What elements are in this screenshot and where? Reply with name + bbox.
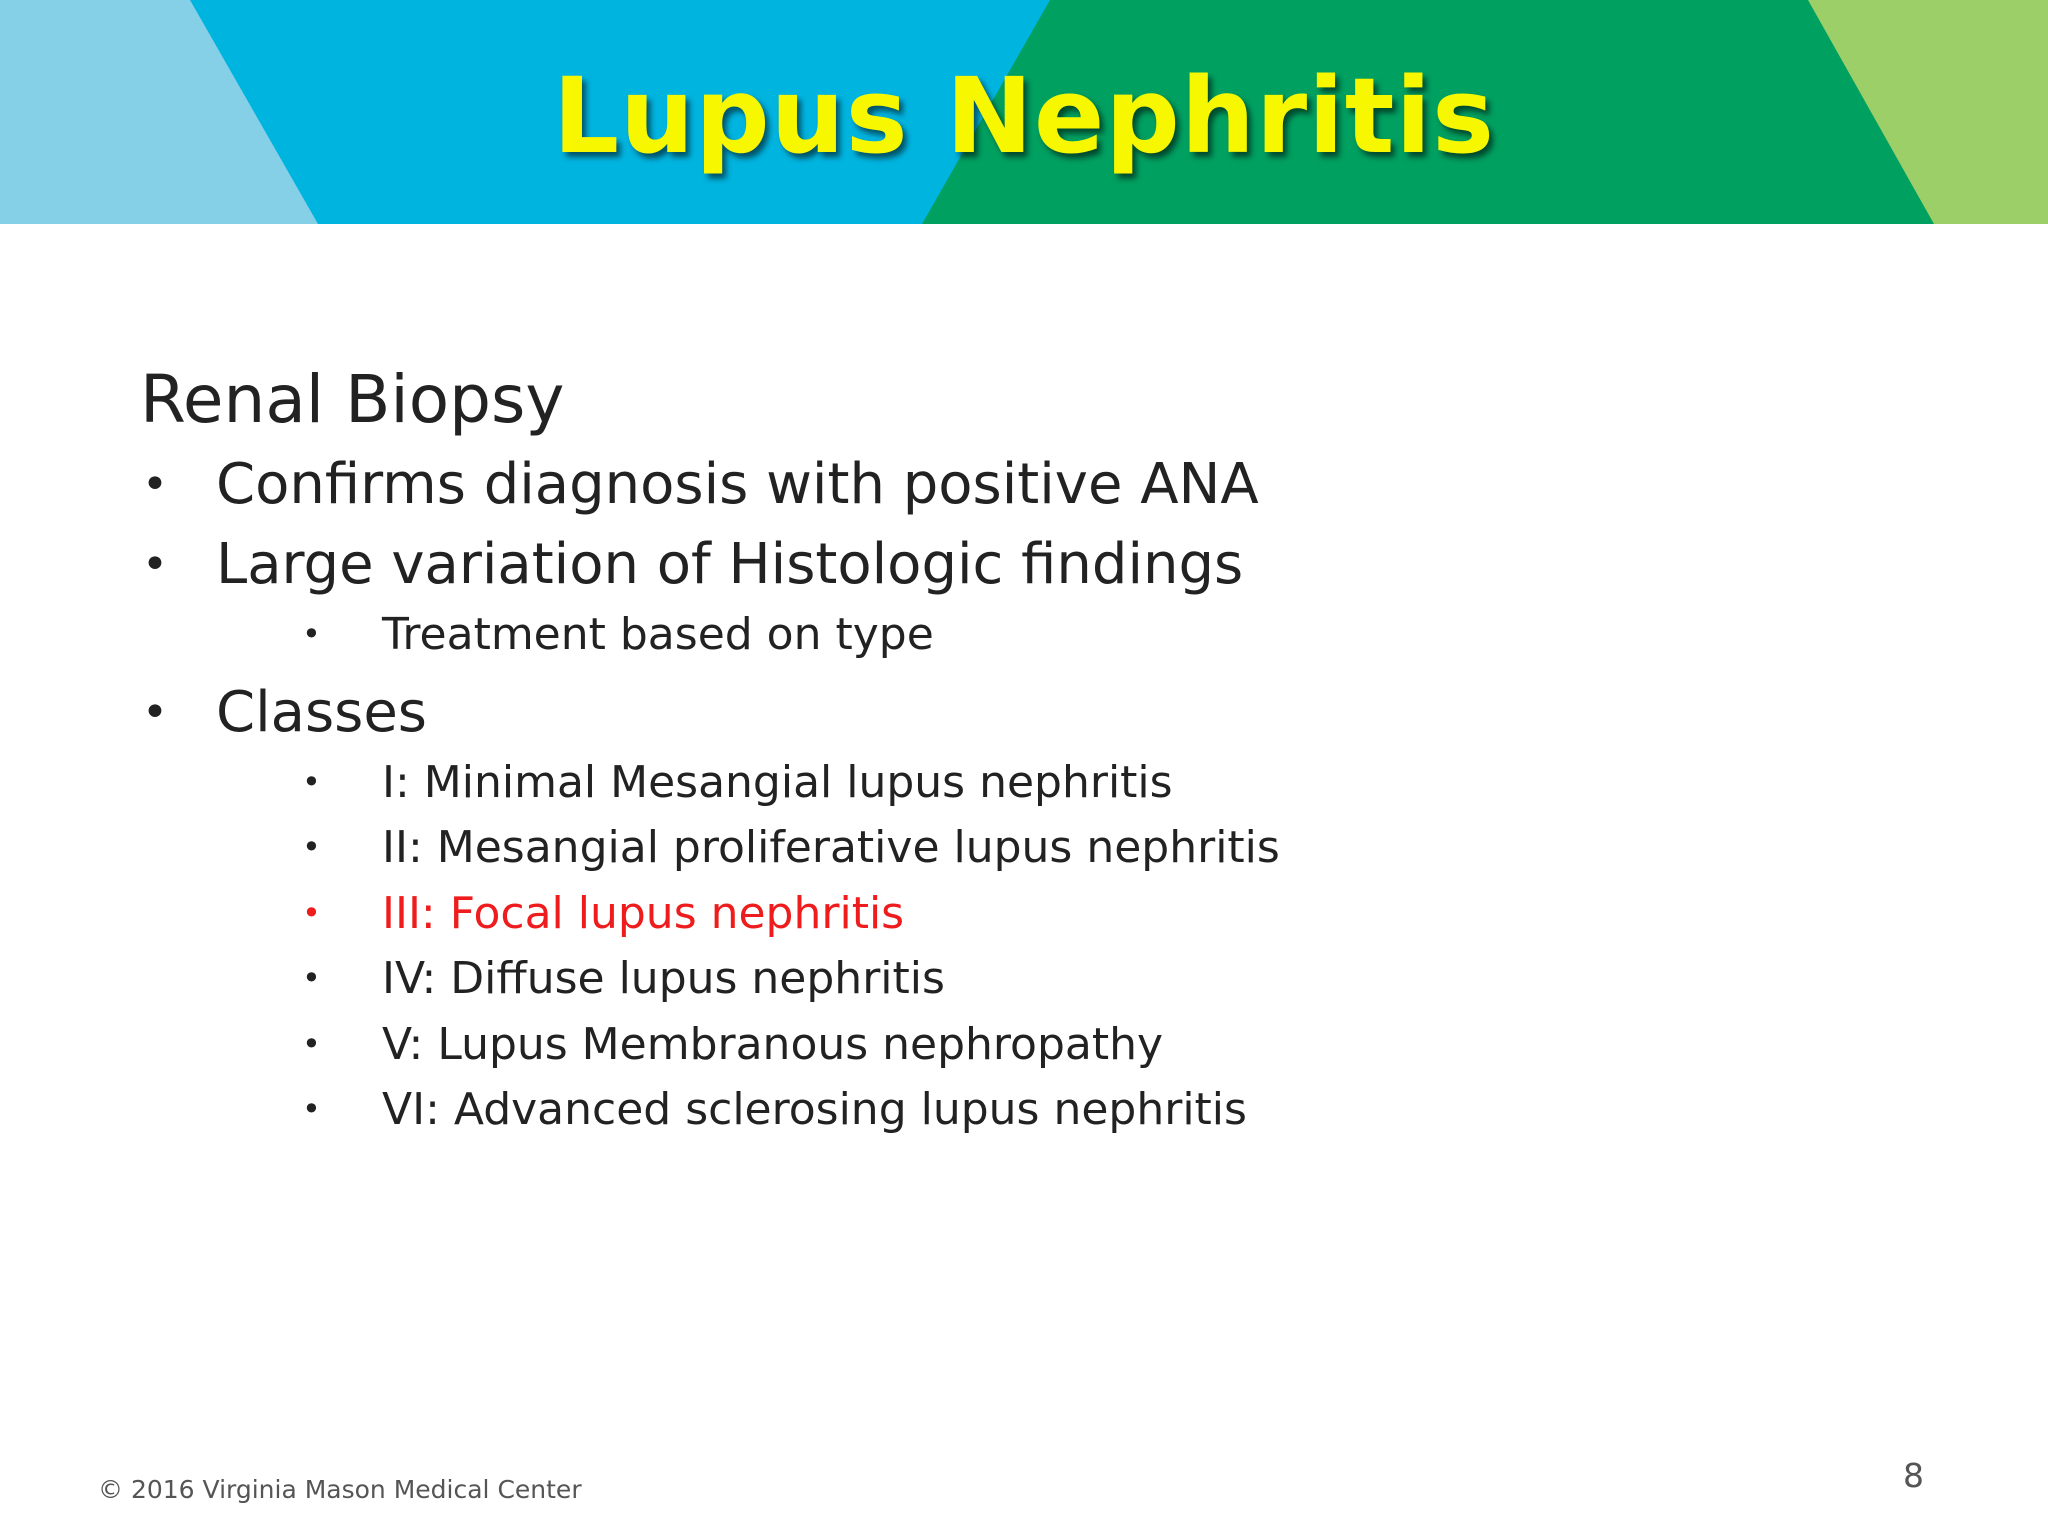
bullet-text: Classes <box>216 679 427 745</box>
slide-title: Lupus Nephritis <box>552 55 1496 177</box>
bullet-item <box>140 450 1900 520</box>
sub-bullet-item <box>140 1012 1900 1078</box>
sub-bullet-item <box>140 946 1900 1012</box>
footer-copyright: © 2016 Virginia Mason Medical Center <box>98 1475 582 1504</box>
sub-bullet-text: III: Focal lupus nephritis <box>382 887 905 939</box>
bullet-dot-icon: • <box>142 686 168 738</box>
sub-bullet-dot-icon: • <box>302 615 321 653</box>
bullet-item <box>140 678 1900 748</box>
sub-list-container <box>140 602 1900 668</box>
sub-bullet-text: V: Lupus Membranous nephropathy <box>382 1018 1164 1070</box>
sub-bullet-text: II: Mesangial proliferative lupus nephritis <box>382 822 1280 873</box>
slide-content <box>140 360 1900 1143</box>
bullet-text: Confirms diagnosis with positive ANA <box>216 452 1259 517</box>
sub-bullet-dot-icon: • <box>302 893 321 932</box>
sub-bullet-item <box>140 602 1900 668</box>
sub-bullet-list <box>140 602 1900 668</box>
page-number: 8 <box>1903 1456 1924 1495</box>
section-heading: Renal Biopsy <box>140 361 565 438</box>
bullet-dot-icon: • <box>142 459 168 510</box>
sub-bullet-dot-icon: • <box>302 762 321 801</box>
sub-bullet-list <box>140 750 1900 1143</box>
bullet-item <box>140 530 1900 600</box>
sub-bullet-dot-icon: • <box>302 828 321 866</box>
sub-bullet-text: IV: Diffuse lupus nephritis <box>382 953 945 1004</box>
bullet-dot-icon: • <box>142 539 168 590</box>
sub-bullet-text: I: Minimal Mesangial lupus nephritis <box>382 756 1173 808</box>
sub-bullet-item-highlighted <box>140 881 1900 947</box>
bullet-text: Large variation of Histologic findings <box>216 532 1244 597</box>
bullet-list <box>140 450 1900 1143</box>
sub-bullet-dot-icon: • <box>302 1024 321 1063</box>
sub-bullet-item <box>140 750 1900 816</box>
sub-bullet-item <box>140 815 1900 881</box>
sub-bullet-text: Treatment based on type <box>382 609 934 660</box>
sub-bullet-text: VI: Advanced sclerosing lupus nephritis <box>382 1084 1247 1135</box>
sub-list-container <box>140 750 1900 1143</box>
sub-bullet-dot-icon: • <box>302 959 321 997</box>
sub-bullet-dot-icon: • <box>302 1090 321 1128</box>
sub-bullet-item <box>140 1077 1900 1143</box>
